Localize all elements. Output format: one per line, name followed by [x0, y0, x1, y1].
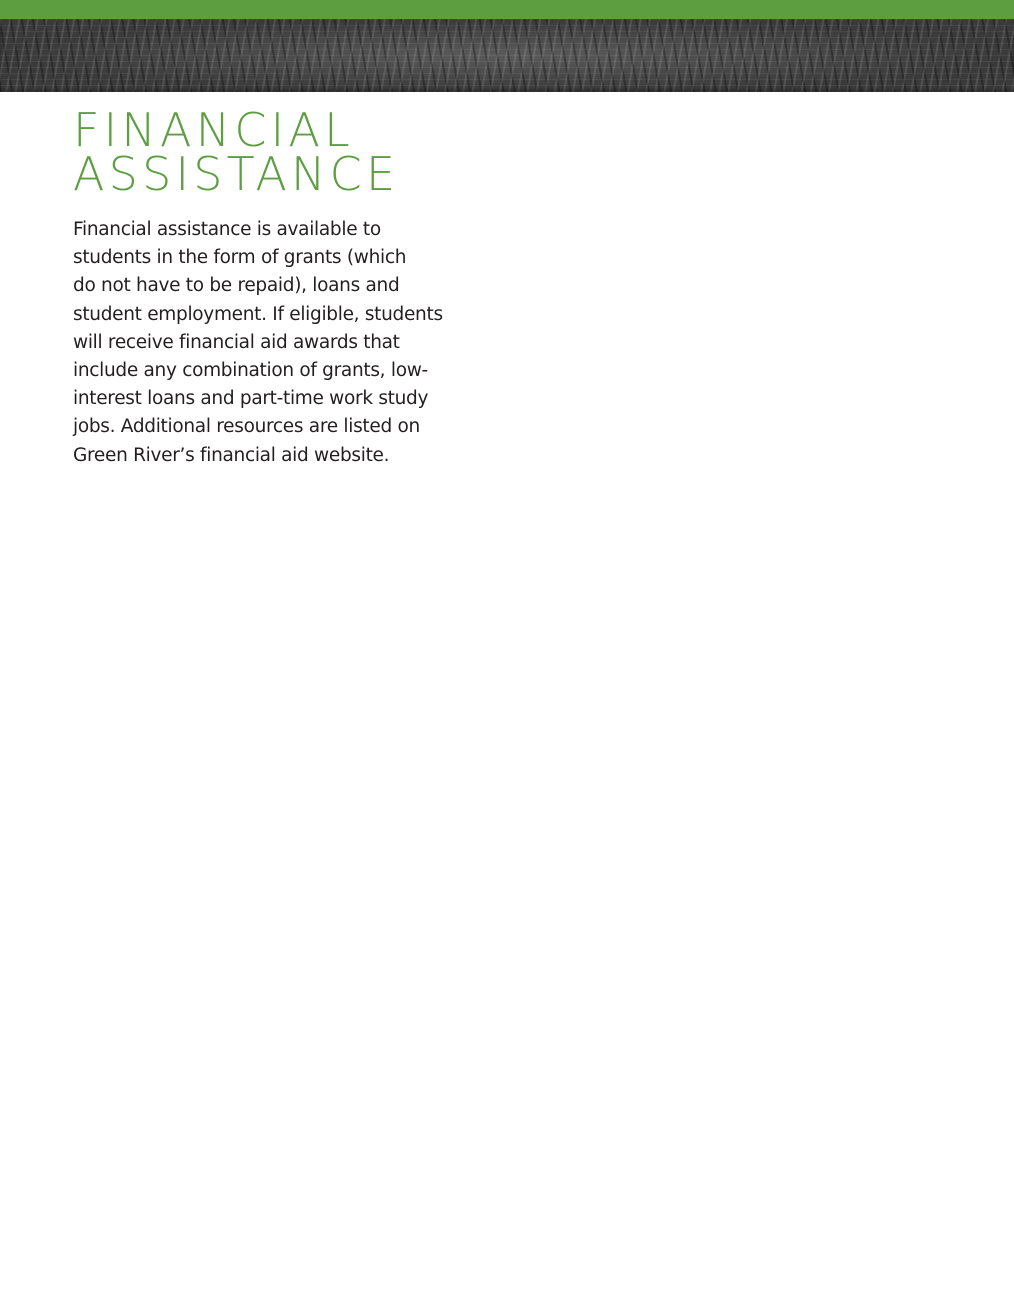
section-body — [73, 216, 493, 470]
body-line: student employment. If eligible, students — [73, 303, 443, 325]
title-line: FINANCIAL — [73, 103, 354, 157]
body-line: will receive financial aid awards that — [73, 331, 400, 353]
financial-assistance-section — [73, 103, 493, 470]
header-texture-band — [0, 19, 1014, 92]
body-line: include any combination of grants, low- — [73, 360, 428, 382]
body-line: students in the form of grants (which — [73, 247, 407, 269]
body-line: do not have to be repaid), loans and — [73, 275, 400, 297]
title-line: ASSISTANCE — [73, 147, 400, 201]
body-line: jobs. Additional resources are listed on — [73, 416, 420, 438]
top-accent-stripe — [0, 0, 1014, 19]
body-line: Green River’s financial aid website. — [73, 444, 390, 466]
body-line: interest loans and part-time work study — [73, 388, 429, 410]
section-title — [73, 103, 493, 201]
body-line: Financial assistance is available to — [73, 219, 381, 240]
